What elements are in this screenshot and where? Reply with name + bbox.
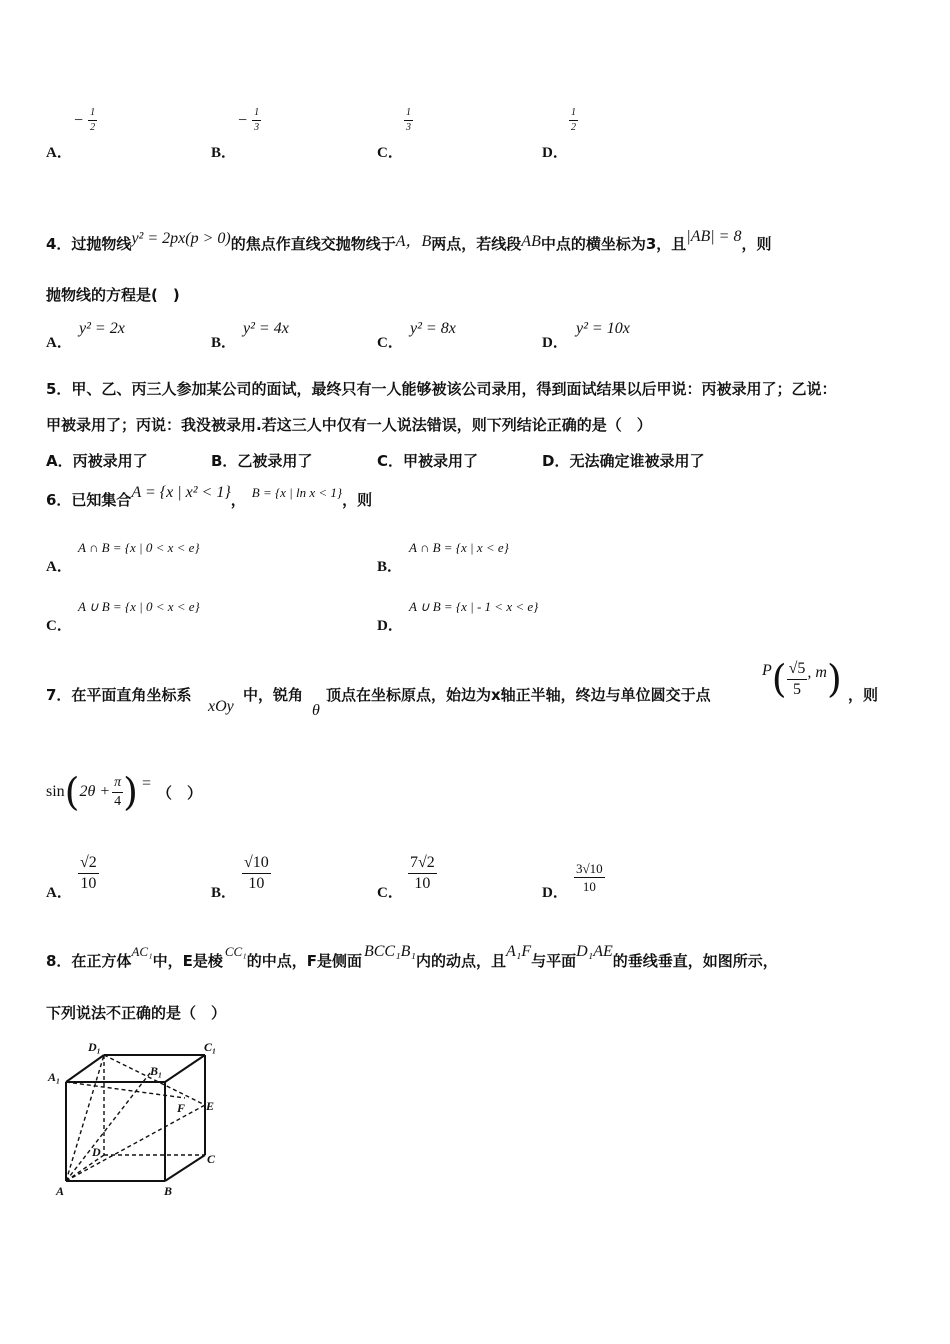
q7-coord-system: xOy	[208, 698, 234, 715]
question-5-stem-line1: 5．甲、乙、丙三人参加某公司的面试，最终只有一人能够被该公司录用，得到面试结果以后甲说：丙被录用了；乙说：	[46, 380, 837, 398]
cube-solid-edges	[66, 1055, 205, 1181]
q3-option-c[interactable]: C．	[377, 145, 403, 161]
q4-option-c-math: y² = 8x	[410, 320, 456, 337]
question-4-stem: 4．过抛物线y² = 2px(p > 0)的焦点作直线交抛物线于A，B两点，若线段AB中点的横坐标为3，且|AB| = 8，则	[46, 228, 772, 253]
q3-option-c-value: $\frac{1}{3}$	[406, 107, 411, 133]
line-ab1-diag	[66, 1073, 150, 1181]
label-a1: A₁	[48, 1070, 61, 1084]
q5-option-d[interactable]: D．无法确定谁被录用了	[542, 452, 705, 470]
line-a1f	[66, 1082, 185, 1098]
q7-option-b[interactable]: B．	[211, 885, 237, 901]
q6-option-a[interactable]: A．	[46, 559, 72, 575]
cube-figure	[40, 1035, 230, 1205]
label-f: F	[177, 1101, 186, 1115]
edge-a1d1	[66, 1055, 104, 1082]
q3-option-b[interactable]: B．	[211, 145, 237, 161]
question-7-lead: 7．在平面直角坐标系	[46, 686, 192, 704]
question-4-stem-line2: 抛物线的方程是( )	[46, 286, 180, 304]
q6-option-d-math: A ∪ B = {x | - 1 < x < e}	[409, 599, 539, 614]
q4-option-d-math: y² = 10x	[576, 320, 630, 337]
q6-option-c-math: A ∪ B = {x | 0 < x < e}	[78, 599, 200, 614]
q4-option-b[interactable]: B．	[211, 335, 237, 351]
label-e: E	[206, 1099, 215, 1113]
q7-expression: sin(2θ + $\frac{\pi}{4}$ ) = （ ）	[46, 770, 203, 814]
question-8-stem-line2: 下列说法不正确的是（ ）	[46, 1004, 227, 1022]
q3-option-d[interactable]: D．	[542, 145, 568, 161]
q7-option-d-value: $\frac{3√10}{10}$	[576, 861, 603, 894]
question-7-mid1: 中，锐角	[243, 686, 304, 704]
q6-option-d[interactable]: D．	[377, 618, 403, 634]
q4-option-a-math: y² = 2x	[79, 320, 125, 337]
q4-option-c[interactable]: C．	[377, 335, 403, 351]
label-a: A	[56, 1184, 65, 1198]
q6-option-c[interactable]: C．	[46, 618, 72, 634]
question-7-tail: ，则	[848, 686, 879, 704]
q6-option-a-math: A ∩ B = {x | 0 < x < e}	[78, 540, 200, 555]
q6-option-b-math: A ∩ B = {x | x < e}	[409, 540, 509, 555]
q7-option-c[interactable]: C．	[377, 885, 403, 901]
label-c: C	[207, 1152, 216, 1166]
q4-option-d[interactable]: D．	[542, 335, 568, 351]
label-b1: B₁	[150, 1064, 163, 1078]
q5-option-c[interactable]: C．甲被录用了	[377, 452, 479, 470]
q7-theta: θ	[312, 702, 320, 719]
cube-hidden-edges	[66, 1055, 205, 1181]
question-7-mid2: 顶点在坐标原点，始边为x轴正半轴，终边与单位圆交于点	[326, 686, 711, 704]
label-c1: C₁	[204, 1040, 217, 1054]
line-d1e	[104, 1055, 205, 1105]
q5-option-b[interactable]: B．乙被录用了	[211, 452, 313, 470]
q7-option-a[interactable]: A．	[46, 885, 72, 901]
q7-option-b-value: $\frac{√10}{10}$	[244, 854, 269, 892]
q4-option-a[interactable]: A．	[46, 335, 72, 351]
q4-option-b-math: y² = 4x	[243, 320, 289, 337]
q7-point-p: P( $\frac{√5}{5}$ , m)	[762, 657, 842, 701]
q7-option-c-value: $\frac{7√2}{10}$	[410, 854, 435, 892]
question-5-stem-line2: 甲被录用了；丙说：我没被录用.若这三人中仅有一人说法错误，则下列结论正确的是（ ）	[46, 416, 652, 434]
q7-option-a-value: $\frac{√2}{10}$	[80, 854, 97, 892]
q5-option-a[interactable]: A．丙被录用了	[46, 452, 148, 470]
edge-bc	[165, 1155, 205, 1181]
edge-top-right	[165, 1055, 205, 1082]
q3-option-d-value: $\frac{1}{2}$	[571, 107, 576, 133]
question-6-stem: 6．已知集合A = {x | x² < 1}， B = {x | ln x < 1}，则	[46, 484, 373, 509]
q7-option-d[interactable]: D．	[542, 885, 568, 901]
line-ad1	[66, 1055, 104, 1181]
label-d: D	[92, 1145, 101, 1159]
label-d1: D₁	[88, 1040, 101, 1054]
q3-option-a-value: − $\frac{1}{2}$	[74, 107, 96, 133]
q6-option-b[interactable]: B．	[377, 559, 403, 575]
q3-option-a[interactable]: A．	[46, 145, 72, 161]
label-b: B	[164, 1184, 173, 1198]
question-8-stem: 8．在正方体AC₁中，E是棱CC₁的中点，F是侧面BCC₁B₁内的动点，且A₁F与平面D₁AE的垂线垂直，如图所示，	[46, 943, 778, 970]
q3-option-b-value: − $\frac{1}{3}$	[238, 107, 260, 133]
